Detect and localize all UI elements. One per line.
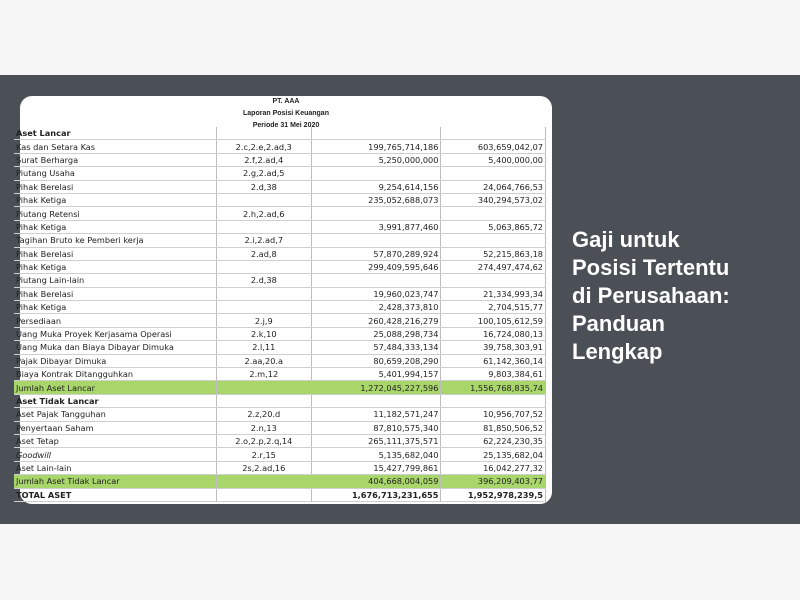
amount-prior: 9,803,384,61 bbox=[441, 368, 546, 381]
balance-sheet-table bbox=[14, 127, 546, 502]
amount-prior: 16,042,277,32 bbox=[441, 461, 546, 474]
report-period: Periode 31 Mei 2020 bbox=[252, 122, 320, 129]
amount-prior: 603,659,042,07 bbox=[441, 140, 546, 153]
account-label: Aset Tetap bbox=[14, 434, 216, 447]
account-label: Penyertaan Saham bbox=[14, 421, 216, 434]
amount-current bbox=[312, 234, 441, 247]
account-label: Surat Berharga bbox=[14, 153, 216, 166]
table-row bbox=[14, 314, 546, 327]
account-label: Aset Lain-lain bbox=[14, 461, 216, 474]
amount-prior: 16,724,080,13 bbox=[441, 327, 546, 340]
amount-current: 80,659,208,290 bbox=[312, 354, 441, 367]
amount-prior bbox=[441, 127, 546, 140]
note-ref: 2.g,2.ad,5 bbox=[216, 167, 311, 180]
account-label: Jumlah Aset Lancar bbox=[14, 381, 216, 394]
account-label: Uang Muka Proyek Kerjasama Operasi bbox=[14, 327, 216, 340]
table-row bbox=[14, 448, 546, 461]
article-headline bbox=[572, 226, 792, 366]
account-label: Aset Pajak Tangguhan bbox=[14, 408, 216, 421]
statement-header bbox=[20, 97, 552, 131]
table-row bbox=[14, 461, 546, 474]
amount-prior bbox=[441, 167, 546, 180]
amount-prior: 5,400,000,00 bbox=[441, 153, 546, 166]
note-ref: 2.r,15 bbox=[216, 448, 311, 461]
amount-current: 87,810,575,340 bbox=[312, 421, 441, 434]
account-label: Piutang Retensi bbox=[14, 207, 216, 220]
note-ref: 2.c,2.e,2.ad,3 bbox=[216, 140, 311, 153]
section-header-row bbox=[14, 127, 546, 140]
amount-prior: 39,758,303,91 bbox=[441, 341, 546, 354]
table-row bbox=[14, 274, 546, 287]
amount-prior bbox=[441, 394, 546, 407]
amount-prior: 10,956,707,52 bbox=[441, 408, 546, 421]
section-header-row bbox=[14, 394, 546, 407]
note-ref: 2.o,2.p,2.q,14 bbox=[216, 434, 311, 447]
account-label: Jumlah Aset Tidak Lancar bbox=[14, 475, 216, 488]
note-ref: 2.f,2.ad,4 bbox=[216, 153, 311, 166]
amount-prior: 340,294,573,02 bbox=[441, 193, 546, 206]
account-label: Uang Muka dan Biaya Dibayar Dimuka bbox=[14, 341, 216, 354]
table-row bbox=[14, 341, 546, 354]
note-ref: 2.aa,20.a bbox=[216, 354, 311, 367]
headline-line: Posisi Tertentu bbox=[572, 255, 730, 280]
table-row bbox=[14, 301, 546, 314]
note-ref: 2.l,11 bbox=[216, 341, 311, 354]
note-ref: 2.d,38 bbox=[216, 274, 311, 287]
account-label: Aset Lancar bbox=[14, 127, 216, 140]
amount-prior: 25,135,682,04 bbox=[441, 448, 546, 461]
note-ref: 2.z,20.d bbox=[216, 408, 311, 421]
table-row bbox=[14, 167, 546, 180]
account-label: Kas dan Setara Kas bbox=[14, 140, 216, 153]
account-label: Persediaan bbox=[14, 314, 216, 327]
amount-prior: 100,105,612,59 bbox=[441, 314, 546, 327]
amount-prior: 5,063,865,72 bbox=[441, 220, 546, 233]
table-row bbox=[14, 180, 546, 193]
note-ref bbox=[216, 475, 311, 488]
account-label: Piutang Lain-lain bbox=[14, 274, 216, 287]
account-label: Tagihan Bruto ke Pemberi kerja bbox=[14, 234, 216, 247]
account-label: TOTAL ASET bbox=[14, 488, 216, 501]
amount-current bbox=[312, 394, 441, 407]
subtotal-row bbox=[14, 381, 546, 394]
amount-current: 25,088,298,734 bbox=[312, 327, 441, 340]
amount-prior: 396,209,403,77 bbox=[441, 475, 546, 488]
account-label: Pihak Berelasi bbox=[14, 247, 216, 260]
table-row bbox=[14, 260, 546, 273]
note-ref: 2.n,13 bbox=[216, 421, 311, 434]
amount-current: 1,676,713,231,655 bbox=[312, 488, 441, 501]
table-row bbox=[14, 207, 546, 220]
headline-line: Panduan bbox=[572, 311, 665, 336]
table-row bbox=[14, 140, 546, 153]
amount-current bbox=[312, 167, 441, 180]
note-ref bbox=[216, 287, 311, 300]
amount-current: 11,182,571,247 bbox=[312, 408, 441, 421]
amount-current: 260,428,216,279 bbox=[312, 314, 441, 327]
note-ref bbox=[216, 220, 311, 233]
note-ref bbox=[216, 301, 311, 314]
amount-current: 199,765,714,186 bbox=[312, 140, 441, 153]
amount-current bbox=[312, 127, 441, 140]
amount-prior: 81,850,506,52 bbox=[441, 421, 546, 434]
financial-statement-image bbox=[16, 96, 552, 504]
account-label: Pihak Ketiga bbox=[14, 301, 216, 314]
table-row bbox=[14, 234, 546, 247]
amount-current: 3,991,877,460 bbox=[312, 220, 441, 233]
note-ref bbox=[216, 488, 311, 501]
account-label: Pajak Dibayar Dimuka bbox=[14, 354, 216, 367]
amount-current: 235,052,688,073 bbox=[312, 193, 441, 206]
grand-total-row bbox=[14, 488, 546, 501]
amount-prior: 1,952,978,239,5 bbox=[441, 488, 546, 501]
amount-prior: 2,704,515,77 bbox=[441, 301, 546, 314]
note-ref: 2.m,12 bbox=[216, 368, 311, 381]
account-label: Piutang Usaha bbox=[14, 167, 216, 180]
table-row bbox=[14, 193, 546, 206]
headline-line: di Perusahaan: bbox=[572, 283, 730, 308]
amount-current bbox=[312, 274, 441, 287]
amount-current: 57,870,289,924 bbox=[312, 247, 441, 260]
table-row bbox=[14, 153, 546, 166]
note-ref bbox=[216, 260, 311, 273]
amount-prior bbox=[441, 274, 546, 287]
account-label: Aset Tidak Lancar bbox=[14, 394, 216, 407]
amount-prior: 62,224,230,35 bbox=[441, 434, 546, 447]
note-ref: 2.d,38 bbox=[216, 180, 311, 193]
table-row bbox=[14, 434, 546, 447]
amount-prior: 1,556,768,835,74 bbox=[441, 381, 546, 394]
note-ref: 2.j,9 bbox=[216, 314, 311, 327]
note-ref: 2.k,10 bbox=[216, 327, 311, 340]
table-row bbox=[14, 421, 546, 434]
table-row bbox=[14, 368, 546, 381]
amount-current: 2,428,373,810 bbox=[312, 301, 441, 314]
amount-current: 299,409,595,646 bbox=[312, 260, 441, 273]
amount-current: 5,401,994,157 bbox=[312, 368, 441, 381]
amount-prior: 274,497,474,62 bbox=[441, 260, 546, 273]
account-label: Pihak Ketiga bbox=[14, 220, 216, 233]
amount-current bbox=[312, 207, 441, 220]
amount-current: 15,427,799,861 bbox=[312, 461, 441, 474]
note-ref bbox=[216, 381, 311, 394]
account-label: Pihak Berelasi bbox=[14, 287, 216, 300]
amount-current: 1,272,045,227,596 bbox=[312, 381, 441, 394]
account-label: Biaya Kontrak Ditangguhkan bbox=[14, 368, 216, 381]
amount-prior: 21,334,993,34 bbox=[441, 287, 546, 300]
table-row bbox=[14, 354, 546, 367]
amount-current: 5,135,682,040 bbox=[312, 448, 441, 461]
table-row bbox=[14, 408, 546, 421]
headline-line: Gaji untuk bbox=[572, 227, 680, 252]
table-row bbox=[14, 220, 546, 233]
amount-current: 265,111,375,571 bbox=[312, 434, 441, 447]
amount-current: 19,960,023,747 bbox=[312, 287, 441, 300]
account-label: Pihak Ketiga bbox=[14, 193, 216, 206]
amount-current: 57,484,333,134 bbox=[312, 341, 441, 354]
amount-prior: 61,142,360,14 bbox=[441, 354, 546, 367]
note-ref bbox=[216, 127, 311, 140]
table-row bbox=[14, 327, 546, 340]
table-row bbox=[14, 247, 546, 260]
note-ref bbox=[216, 193, 311, 206]
note-ref: 2.ad,8 bbox=[216, 247, 311, 260]
headline-line: Lengkap bbox=[572, 339, 663, 364]
account-label: Goodwill bbox=[14, 448, 216, 461]
amount-prior: 24,064,766,53 bbox=[441, 180, 546, 193]
report-title: Laporan Posisi Keuangan bbox=[243, 110, 329, 117]
amount-current: 9,254,614,156 bbox=[312, 180, 441, 193]
note-ref: 2s,2.ad,16 bbox=[216, 461, 311, 474]
amount-current: 404,668,004,059 bbox=[312, 475, 441, 488]
account-label: Pihak Berelasi bbox=[14, 180, 216, 193]
account-label: Pihak Ketiga bbox=[14, 260, 216, 273]
amount-prior bbox=[441, 207, 546, 220]
company-name: PT. AAA bbox=[272, 98, 300, 105]
note-ref: 2.h,2.ad,6 bbox=[216, 207, 311, 220]
amount-prior bbox=[441, 234, 546, 247]
table-row bbox=[14, 287, 546, 300]
subtotal-row bbox=[14, 475, 546, 488]
amount-prior: 52,215,863,18 bbox=[441, 247, 546, 260]
note-ref: 2.i,2.ad,7 bbox=[216, 234, 311, 247]
amount-current: 5,250,000,000 bbox=[312, 153, 441, 166]
note-ref bbox=[216, 394, 311, 407]
